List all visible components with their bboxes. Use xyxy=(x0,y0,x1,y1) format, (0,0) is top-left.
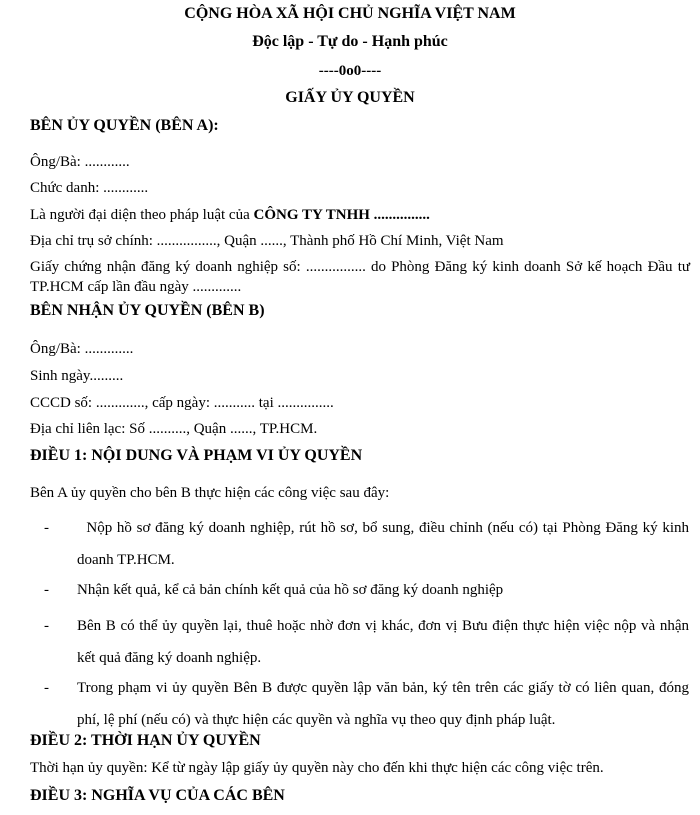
company-name: CÔNG TY TNHH ............... xyxy=(253,207,430,223)
party-a-position-line: Chức danh: ............ xyxy=(30,180,149,196)
party-b-id-line: CCCD số: ............., cấp ngày: ........... tại ............... xyxy=(30,395,334,411)
bullet-dash: - xyxy=(44,582,49,598)
list-item: Nhận kết quả, kể cả bản chính kết quả của hồ sơ đăng ký doanh nghiệp xyxy=(77,582,504,598)
party-a-certificate-line: Giấy chứng nhận đăng ký doanh nghiệp số: ................ do Phòng Đăng ký kinh doanh Sở kế hoạch Đầu tư TP.HCM cấp lần đầu ngày ............. xyxy=(30,259,690,295)
bullet-dash: - xyxy=(44,520,49,536)
motto: Độc lập - Tự do - Hạnh phúc xyxy=(252,33,448,50)
bullet-dash: - xyxy=(44,680,49,696)
article-1-intro: Bên A ủy quyền cho bên B thực hiện các công việc sau đây: xyxy=(30,485,390,501)
party-b-name-line: Ông/Bà: ............. xyxy=(30,341,134,357)
article-3-heading: ĐIỀU 3: NGHĨA VỤ CỦA CÁC BÊN xyxy=(30,787,285,804)
article-1-heading: ĐIỀU 1: NỘI DUNG VÀ PHẠM VI ỦY QUYỀN xyxy=(30,447,363,464)
bullet-dash: - xyxy=(44,618,49,634)
document-title: GIẤY ỦY QUYỀN xyxy=(285,89,415,106)
representative-prefix: Là người đại diện theo pháp luật của xyxy=(30,207,254,223)
list-item: Trong phạm vi ủy quyền Bên B được quyền lập văn bản, ký tên trên các giấy tờ có liên quan, đóng phí, lệ phí (nếu có) và thực hiện các quyền và nghĩa vụ theo quy định pháp luật. xyxy=(77,680,689,728)
party-b-heading: BÊN NHẬN ỦY QUYỀN (BÊN B) xyxy=(30,302,265,319)
party-b-birth-line: Sinh ngày......... xyxy=(30,368,124,384)
ornament: ----0o0---- xyxy=(318,63,382,79)
party-a-address-line: Địa chỉ trụ sở chính: ................, Quận ......, Thành phố Hồ Chí Minh, Việt Nam xyxy=(30,233,504,249)
list-item: Bên B có thể ủy quyền lại, thuê hoặc nhờ đơn vị khác, đơn vị Bưu điện thực hiện việc nộp và nhận kết quả đăng ký doanh nghiệp. xyxy=(77,618,689,666)
article-2-heading: ĐIỀU 2: THỜI HẠN ỦY QUYỀN xyxy=(30,732,261,749)
party-a-representative-line xyxy=(30,205,430,225)
party-a-name-line: Ông/Bà: ............ xyxy=(30,154,130,170)
list-item: Nộp hồ sơ đăng ký doanh nghiệp, rút hồ sơ, bổ sung, điều chỉnh (nếu có) tại Phòng Đăng ký kinh doanh TP.HCM. xyxy=(77,520,693,568)
party-b-contact-line: Địa chỉ liên lạc: Số .........., Quận ......, TP.HCM. xyxy=(30,421,318,437)
party-a-heading: BÊN ỦY QUYỀN (BÊN A): xyxy=(30,117,219,134)
article-2-text: Thời hạn ủy quyền: Kể từ ngày lập giấy ủy quyền này cho đến khi thực hiện các công việc trên. xyxy=(30,760,604,776)
nation-title: CỘNG HÒA XÃ HỘI CHỦ NGHĨA VIỆT NAM xyxy=(184,5,516,22)
